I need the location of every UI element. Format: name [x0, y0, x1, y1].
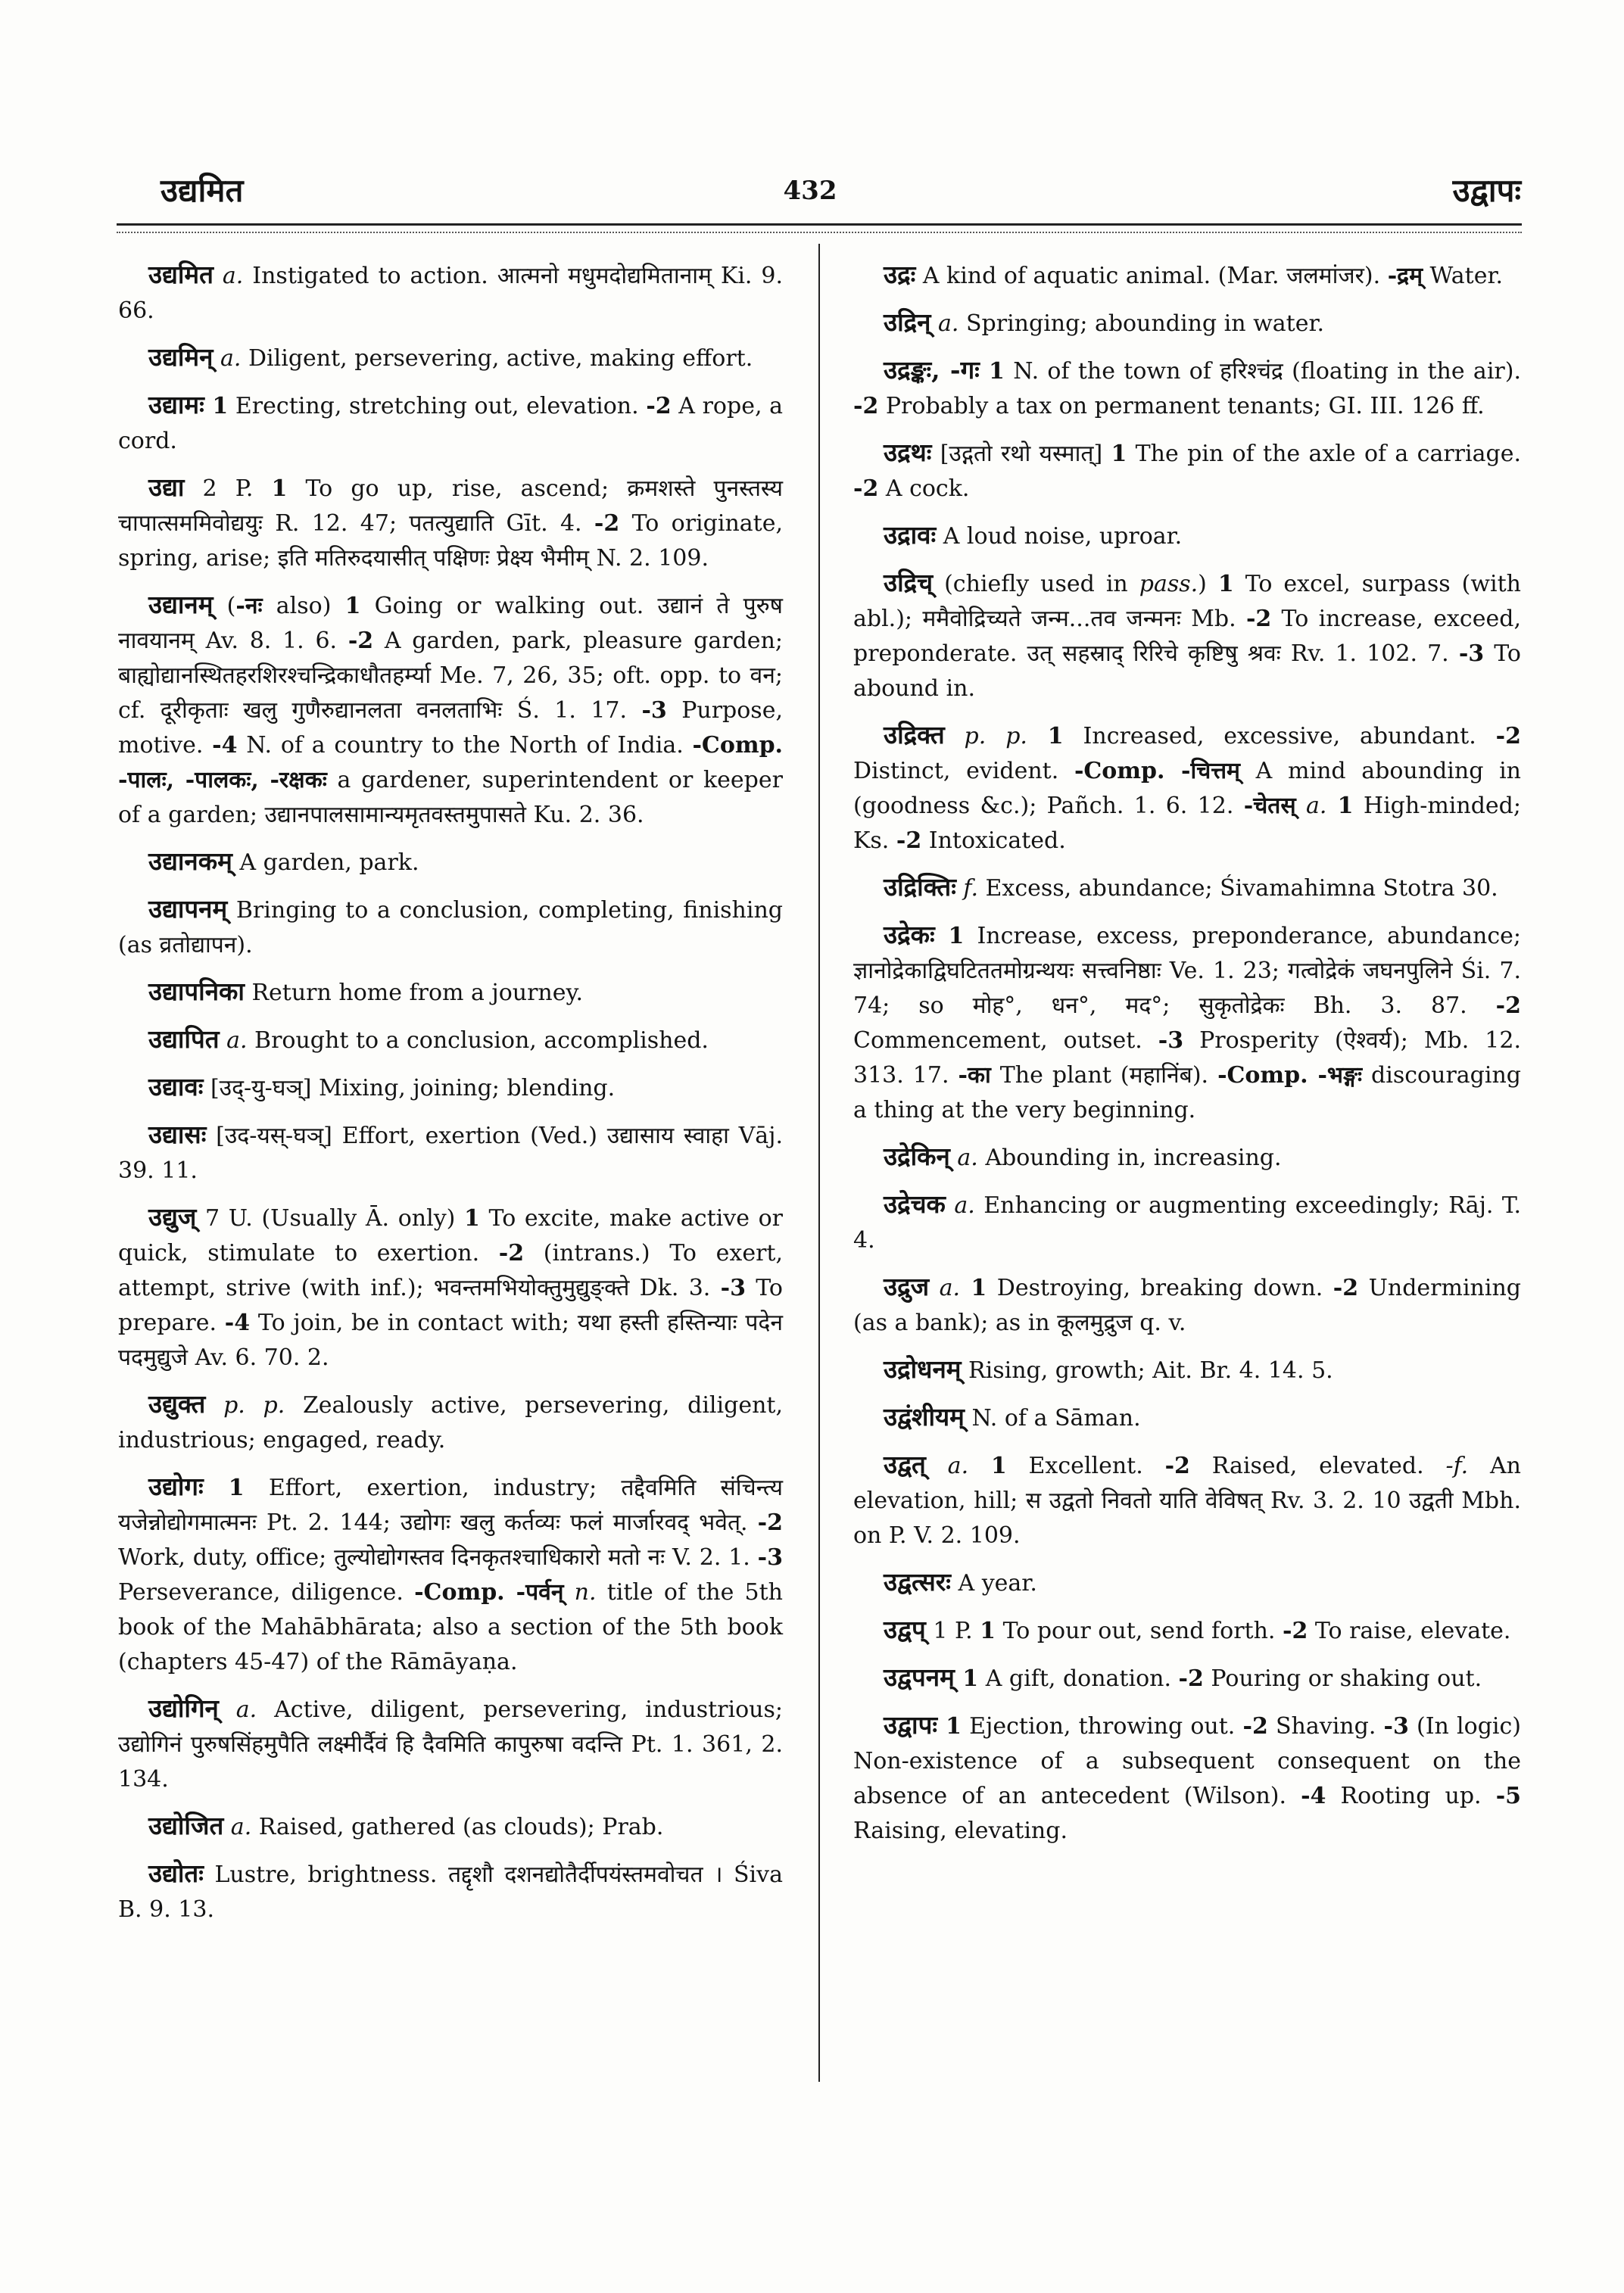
headword: उद्वापः	[884, 1710, 938, 1740]
headword: उद्योजित	[148, 1811, 224, 1840]
dictionary-entry	[118, 892, 783, 963]
definition-text: To go up, rise, ascend; क्रमशस्ते पुनस्तस्य चापात्सममिवोद्ययुः R. 12. 47; पतत्युद्याति Gīt. 4.	[118, 475, 784, 537]
definition-text: (intrans.) To exert, attempt, strive (with inf.); भवन्तमभियोक्तुमुद्युङ्क्ते Dk. 3.	[118, 1240, 784, 1301]
dictionary-entry	[118, 1809, 783, 1845]
definition-text: Return home from a journey.	[244, 980, 584, 1006]
grammar-label: a.	[223, 1814, 252, 1840]
definition-text: Lustre, brightness. तद्दृशौ दशनद्योतैर्दीपयंस्तमवोचत । Śiva B. 9. 13.	[118, 1862, 783, 1923]
definition-text: [उद्गतो रथो यस्मात्]	[931, 441, 1111, 467]
headword: उद्रोधनम्	[884, 1354, 962, 1384]
dictionary-entry	[853, 1139, 1521, 1176]
bold-term: 1	[934, 923, 965, 949]
grammar-label: p. p.	[205, 1392, 285, 1419]
bold-term: -2	[1178, 1665, 1204, 1692]
headword: उद्रिच्	[884, 568, 934, 597]
dictionary-entry	[853, 918, 1521, 1128]
dictionary-entry	[118, 844, 783, 880]
definition-text: Brought to a conclusion, accomplished.	[247, 1027, 709, 1054]
headword: उद्यानकम्	[148, 846, 232, 876]
definition-text: A loud noise, uproar.	[936, 523, 1183, 550]
bold-term: -2	[896, 827, 922, 854]
dictionary-entry	[853, 1612, 1521, 1649]
definition-text: (In logic) Non-existence of a subsequent consequent on the absence of an antecedent (Wilson).	[853, 1713, 1521, 1809]
bold-term: -Comp. -पर्वन्	[414, 1579, 564, 1606]
grammar-label: a.	[929, 1275, 961, 1301]
headword: उद्योगिन्	[148, 1693, 219, 1723]
bold-term: -का	[958, 1062, 991, 1089]
grammar-label: a.	[945, 1192, 975, 1219]
definition-text: High-minded; Ks.	[853, 793, 1521, 854]
bold-term: 1	[464, 1205, 480, 1232]
bold-term: -2	[348, 628, 374, 654]
dictionary-entry	[853, 565, 1521, 706]
bold-term: -4	[224, 1310, 251, 1336]
bold-term: -3	[1458, 640, 1485, 667]
definition-text: Prosperity (ऐश्वर्य); Mb. 12. 313. 17.	[853, 1027, 1521, 1089]
definition-text: To pour out, send forth.	[996, 1618, 1283, 1644]
bold-term: -चेतस्	[1243, 793, 1296, 819]
definition-text: Diligent, persevering, active, making effort.	[241, 345, 753, 372]
right-column	[853, 257, 1521, 1860]
definition-text: discouraging a thing at the very beginning.	[853, 1062, 1521, 1123]
dictionary-entry	[118, 388, 783, 459]
dictionary-entry	[853, 257, 1521, 294]
definition-text: Rooting up.	[1326, 1783, 1496, 1809]
bold-term: -2	[1333, 1275, 1359, 1301]
definition-text: Ejection, throwing out.	[961, 1713, 1243, 1740]
bold-term: 1	[954, 1665, 979, 1692]
definition-text: [उद-यस्-घञ्] Effort, exertion (Ved.) उद्यासाय स्वाहा Vāj. 39. 11.	[118, 1123, 783, 1184]
definition-text: To originate, spring, arise; इति मतिरुदयासीत् पक्षिणः प्रेक्ष्य भैमीम् N. 2. 109.	[118, 510, 783, 572]
bold-term: -3	[641, 697, 667, 724]
definition-text: N. of the town of हरिश्चंद्र (floating in the air).	[1004, 358, 1521, 385]
headword: उद्योगः	[148, 1472, 204, 1501]
grammar-label: a.	[213, 345, 242, 372]
definition-text: Work, duty, office; तुल्योद्योगस्तव दिनकृतश्चाधिकारो मतो नः V. 2. 1.	[118, 1544, 758, 1571]
guide-word-right: उद्वापः	[1452, 172, 1521, 209]
definition-text: To excite, make active or quick, stimulate to exertion.	[118, 1205, 783, 1266]
bold-term: 1	[1326, 793, 1354, 819]
bold-term: -नः	[235, 593, 263, 619]
definition-text: A gift, donation.	[978, 1665, 1179, 1692]
dictionary-entry	[853, 1660, 1521, 1696]
bold-term: -2	[1245, 606, 1272, 632]
definition-text: Excellent.	[1006, 1453, 1165, 1479]
headword: उद्वत्सरः	[884, 1567, 951, 1597]
definition-text: Rising, growth; Ait. Br. 4. 14. 5.	[961, 1357, 1333, 1384]
definition-text: Active, diligent, persevering, industrious; उद्योगिनं पुरुषसिंहमुपैति लक्ष्मीर्दैवं हि दैवमिति कापुरुषा वदन्ति Pt. 1. 361, 2. 134.	[118, 1696, 783, 1793]
definition-text: To abound in.	[853, 640, 1521, 702]
dictionary-entry	[853, 870, 1521, 906]
grammar-label: a.	[213, 263, 244, 289]
definition-text: Raising, elevating.	[853, 1818, 1068, 1844]
bold-term: 1	[1027, 723, 1064, 749]
bold-term: 1	[204, 393, 229, 419]
definition-text: To increase, exceed, preponderate. उत् सहस्राद् रिरिचे कृष्टिषु श्रवः Rv. 1. 102. 7.	[853, 606, 1521, 667]
dictionary-entry	[853, 1447, 1521, 1553]
definition-text: Perseverance, diligence.	[118, 1579, 415, 1606]
header-rule-dotted	[117, 232, 1522, 233]
headword: उद्युक्त	[148, 1389, 206, 1419]
dictionary-entry	[853, 305, 1521, 341]
definition-text: Destroying, breaking down.	[987, 1275, 1333, 1301]
definition-text: Going or walking out. उद्यानं ते पुरुष नावयानम् Av. 8. 1. 6.	[118, 593, 783, 654]
headword: उद्रिन्	[884, 307, 931, 337]
headword: उद्रावः	[884, 520, 937, 550]
definition-text: Enhancing or augmenting exceedingly; Rāj. T. 4.	[853, 1192, 1521, 1254]
grammar-label: a.	[930, 310, 959, 337]
guide-word-left: उद्यमित	[161, 172, 244, 209]
headword: उद्रेकिन्	[884, 1142, 950, 1171]
definition-text: (chiefly used in	[933, 571, 1139, 597]
dictionary-entry	[853, 1565, 1521, 1601]
definition-text: N. of a country to the North of India.	[237, 732, 693, 759]
dictionary-entry	[853, 1400, 1521, 1436]
bold-term: 1	[1217, 571, 1234, 597]
bold-term: -2	[498, 1240, 525, 1266]
grammar-label: -f.	[1445, 1453, 1469, 1479]
bold-term: -2	[646, 393, 672, 419]
header-rule	[117, 223, 1522, 226]
grammar-label: a.	[925, 1453, 969, 1479]
dictionary-entry	[118, 470, 783, 576]
definition-text: Zealously active, persevering, diligent, industrious; engaged, ready.	[118, 1392, 783, 1453]
bold-term: -2	[853, 475, 879, 502]
definition-text: N. of a Sāman.	[964, 1405, 1141, 1432]
definition-text: Instigated to action. आत्मनो मधुमदोद्यमितानाम् Ki. 9. 66.	[118, 263, 783, 324]
grammar-label: n.	[563, 1579, 597, 1606]
column-divider	[818, 244, 820, 2082]
bold-term: 1	[968, 1453, 1007, 1479]
headword: उद्रेकः	[884, 920, 935, 949]
grammar-label: a.	[218, 1696, 257, 1723]
definition-text: A rope, a cord.	[118, 393, 784, 454]
headword: उद्वप्	[884, 1615, 926, 1644]
dictionary-entry	[118, 1856, 783, 1927]
bold-term: -2	[594, 510, 620, 537]
definition-text: Effort, exertion, industry; तद्दैवमिति संचिन्त्य यजेन्नोद्योगमात्मनः Pt. 2. 144; उद्योगः खलु कर्तव्यः फलं मार्जारवद् भवेत्.	[118, 1475, 783, 1536]
page-number: 432	[783, 176, 837, 206]
dictionary-entry	[118, 1022, 783, 1058]
bold-term: -2	[1164, 1453, 1190, 1479]
definition-text: The pin of the axle of a carriage.	[1127, 441, 1521, 467]
definition-text: To raise, elevate.	[1308, 1618, 1511, 1644]
definition-text: A kind of aquatic animal. (Mar. जलमांजर).	[915, 263, 1388, 289]
definition-text: To join, be in contact with; यथा हस्ती हस्तिन्याः पदेन पदमुद्युजे Av. 6. 70. 2.	[118, 1310, 783, 1371]
left-column	[118, 257, 783, 1939]
bold-term: -2	[1495, 723, 1521, 749]
bold-term: -2	[1495, 992, 1521, 1019]
headword: उद्यानम्	[148, 590, 214, 619]
definition-text: An elevation, hill; स उद्वतो निवतो याति वेविषत् Rv. 3. 2. 10 उद्वती Mbh. on P. V. 2. 109.	[853, 1453, 1521, 1549]
bold-term: -2	[1283, 1618, 1308, 1644]
definition-text: Abounding in, increasing.	[977, 1145, 1282, 1171]
headword: उद्रिक्तिः	[884, 872, 956, 902]
headword: उद्यापनिका	[148, 977, 245, 1006]
bold-term: 1	[937, 1713, 962, 1740]
dictionary-entry	[118, 1117, 783, 1189]
headword: उद्यमित	[148, 260, 214, 289]
definition-text: also)	[262, 593, 345, 619]
definition-text: Increase, excess, preponderance, abundance; ज्ञानोद्रेकाद्विघटिततमोग्रन्थयः सत्त्वनिष्ठाः Ve. 1. 23; गत्वोद्रेकं जघनपुलिने Śi. 7. 74; so मोह°, धन°, मद°; सुकृतोद्रेकः Bh. 3. 87.	[853, 923, 1521, 1019]
definition-text: To prepare.	[118, 1275, 783, 1336]
headword: उद्रथः	[884, 438, 932, 467]
headword: उद्या	[148, 472, 185, 502]
headword: उद्योतः	[148, 1858, 204, 1888]
definition-text: title of the 5th book of the Mahābhārata; also a section of the 5th book (chapters 45-47) of the Rāmāyaṇa.	[118, 1579, 783, 1675]
definition-text: Water.	[1423, 263, 1504, 289]
definition-text: Probably a tax on permanent tenants; GI. III. 126 ff.	[878, 393, 1485, 419]
headword: उद्वंशीयम्	[884, 1402, 965, 1432]
grammar-label: a.	[1295, 793, 1327, 819]
dictionary-entry	[118, 1469, 783, 1680]
dictionary-entry	[118, 257, 783, 329]
grammar-label: a.	[219, 1027, 248, 1054]
bold-term: -Comp. -पालः, -पालकः, -रक्षकः	[118, 732, 783, 793]
dictionary-entry	[118, 974, 783, 1011]
dictionary-entry	[118, 1691, 783, 1797]
dictionary-entry	[853, 1187, 1521, 1258]
headword: उद्यापित	[148, 1024, 220, 1054]
dictionary-entry	[853, 1352, 1521, 1388]
grammar-label: pass.	[1139, 571, 1199, 597]
definition-text: A garden, park, pleasure garden; बाह्योद्यानस्थितहरशिरश्चन्द्रिकाधौतहर्म्या Me. 7, 26, 35; oft. opp. to वन; cf. दूरीकृताः खलु गुणैरुद्यानलता वनलताभिः Ś. 1. 17.	[118, 628, 783, 724]
definition-text: Distinct, evident.	[853, 758, 1074, 784]
definition-text: 2 P.	[184, 475, 272, 502]
definition-text: (	[213, 593, 236, 619]
definition-text: Springing; abounding in water.	[959, 310, 1325, 337]
headword: उद्वत्	[884, 1450, 926, 1479]
definition-text: Purpose, motive.	[118, 697, 783, 759]
dictionary-entry	[118, 1200, 783, 1375]
bold-term: -3	[720, 1275, 746, 1301]
headword: उद्युज्	[148, 1202, 197, 1232]
bold-term: -द्रम्	[1387, 263, 1423, 289]
headword: उद्वपनम्	[884, 1662, 955, 1692]
bold-term: -3	[1383, 1713, 1409, 1740]
bold-term: -2	[853, 393, 879, 419]
bold-term: 1	[980, 1618, 996, 1644]
definition-text: The plant (महानिंब).	[990, 1062, 1218, 1089]
definition-text: Shaving.	[1267, 1713, 1384, 1740]
bold-term: -4	[212, 732, 238, 759]
definition-text: 7 U. (Usually Ā. only)	[196, 1205, 464, 1232]
dictionary-entry	[118, 1070, 783, 1106]
definition-text: Increased, excessive, abundant.	[1063, 723, 1496, 749]
bold-term: -Comp. -चित्तम्	[1074, 758, 1240, 784]
bold-term: -Comp. -भङ्गः	[1217, 1062, 1363, 1089]
definition-text: Commencement, outset.	[853, 1027, 1158, 1054]
definition-text: Raised, gathered (as clouds); Prab.	[251, 1814, 664, 1840]
dictionary-entry	[853, 353, 1521, 424]
headword: उद्रुज	[884, 1272, 930, 1301]
definition-text: Undermining (as a bank); as in कूलमुद्रुज q. v.	[853, 1275, 1521, 1336]
definition-text: [उद्-यु-घञ्] Mixing, joining; blending.	[203, 1075, 616, 1101]
dictionary-entry	[853, 435, 1521, 506]
bold-term: -3	[1158, 1027, 1184, 1054]
headword: उद्रिक्त	[884, 720, 945, 749]
headword: उद्यामः	[148, 390, 204, 419]
bold-term: -4	[1301, 1783, 1326, 1809]
headword: उद्यासः	[148, 1120, 207, 1149]
headword: उद्यावः	[148, 1072, 204, 1101]
bold-term: 1	[344, 593, 361, 619]
definition-text: Intoxicated.	[921, 827, 1066, 854]
definition-text: A garden, park.	[232, 849, 419, 876]
definition-text: Pouring or shaking out.	[1203, 1665, 1482, 1692]
bold-term: -5	[1495, 1783, 1522, 1809]
bold-term: 1	[271, 475, 288, 502]
headword: उद्यमिन्	[148, 342, 214, 372]
dictionary-entry	[853, 518, 1521, 554]
headword: उद्यापनम्	[148, 894, 228, 924]
definition-text: A year.	[950, 1570, 1037, 1597]
definition-text: Excess, abundance; Śivamahimna Stotra 30.	[977, 875, 1498, 902]
dictionary-entry	[118, 587, 783, 833]
definition-text: a gardener, superintendent or keeper of a garden; उद्यानपालसामान्यमृतवस्तमुपासते Ku. 2. 36.	[118, 767, 783, 828]
headword: उद्रङ्कः, -गः	[884, 355, 980, 385]
bold-term: 1	[203, 1475, 245, 1501]
bold-term: 1	[1111, 441, 1127, 467]
bold-term: 1	[979, 358, 1005, 385]
grammar-label: f.	[955, 875, 978, 902]
grammar-label: a.	[949, 1145, 978, 1171]
bold-term: -2	[1242, 1713, 1268, 1740]
definition-text: A mind abounding in (goodness &c.); Pañch. 1. 6. 12.	[853, 758, 1522, 819]
definition-text: Bringing to a conclusion, completing, finishing (as व्रतोद्यापन).	[118, 897, 783, 958]
bold-term: -3	[757, 1544, 783, 1571]
definition-text: 1 P.	[925, 1618, 980, 1644]
headword: उद्रः	[884, 260, 916, 289]
bold-term: 1	[960, 1275, 987, 1301]
definition-text: )	[1198, 571, 1218, 597]
dictionary-entry	[853, 1270, 1521, 1341]
definition-text: Raised, elevated.	[1189, 1453, 1446, 1479]
grammar-label: p. p.	[944, 723, 1027, 749]
dictionary-entry	[853, 1708, 1521, 1849]
definition-text: A cock.	[878, 475, 970, 502]
headword: उद्रेचक	[884, 1189, 946, 1219]
dictionary-entry	[853, 718, 1521, 858]
definition-text: To excel, surpass (with abl.); ममैवोद्रिच्यते जन्म...तव जन्मनः Mb.	[853, 571, 1522, 632]
definition-text: Erecting, stretching out, elevation.	[228, 393, 647, 419]
dictionary-entry	[118, 340, 783, 376]
bold-term: -2	[757, 1509, 783, 1536]
dictionary-entry	[118, 1387, 783, 1458]
